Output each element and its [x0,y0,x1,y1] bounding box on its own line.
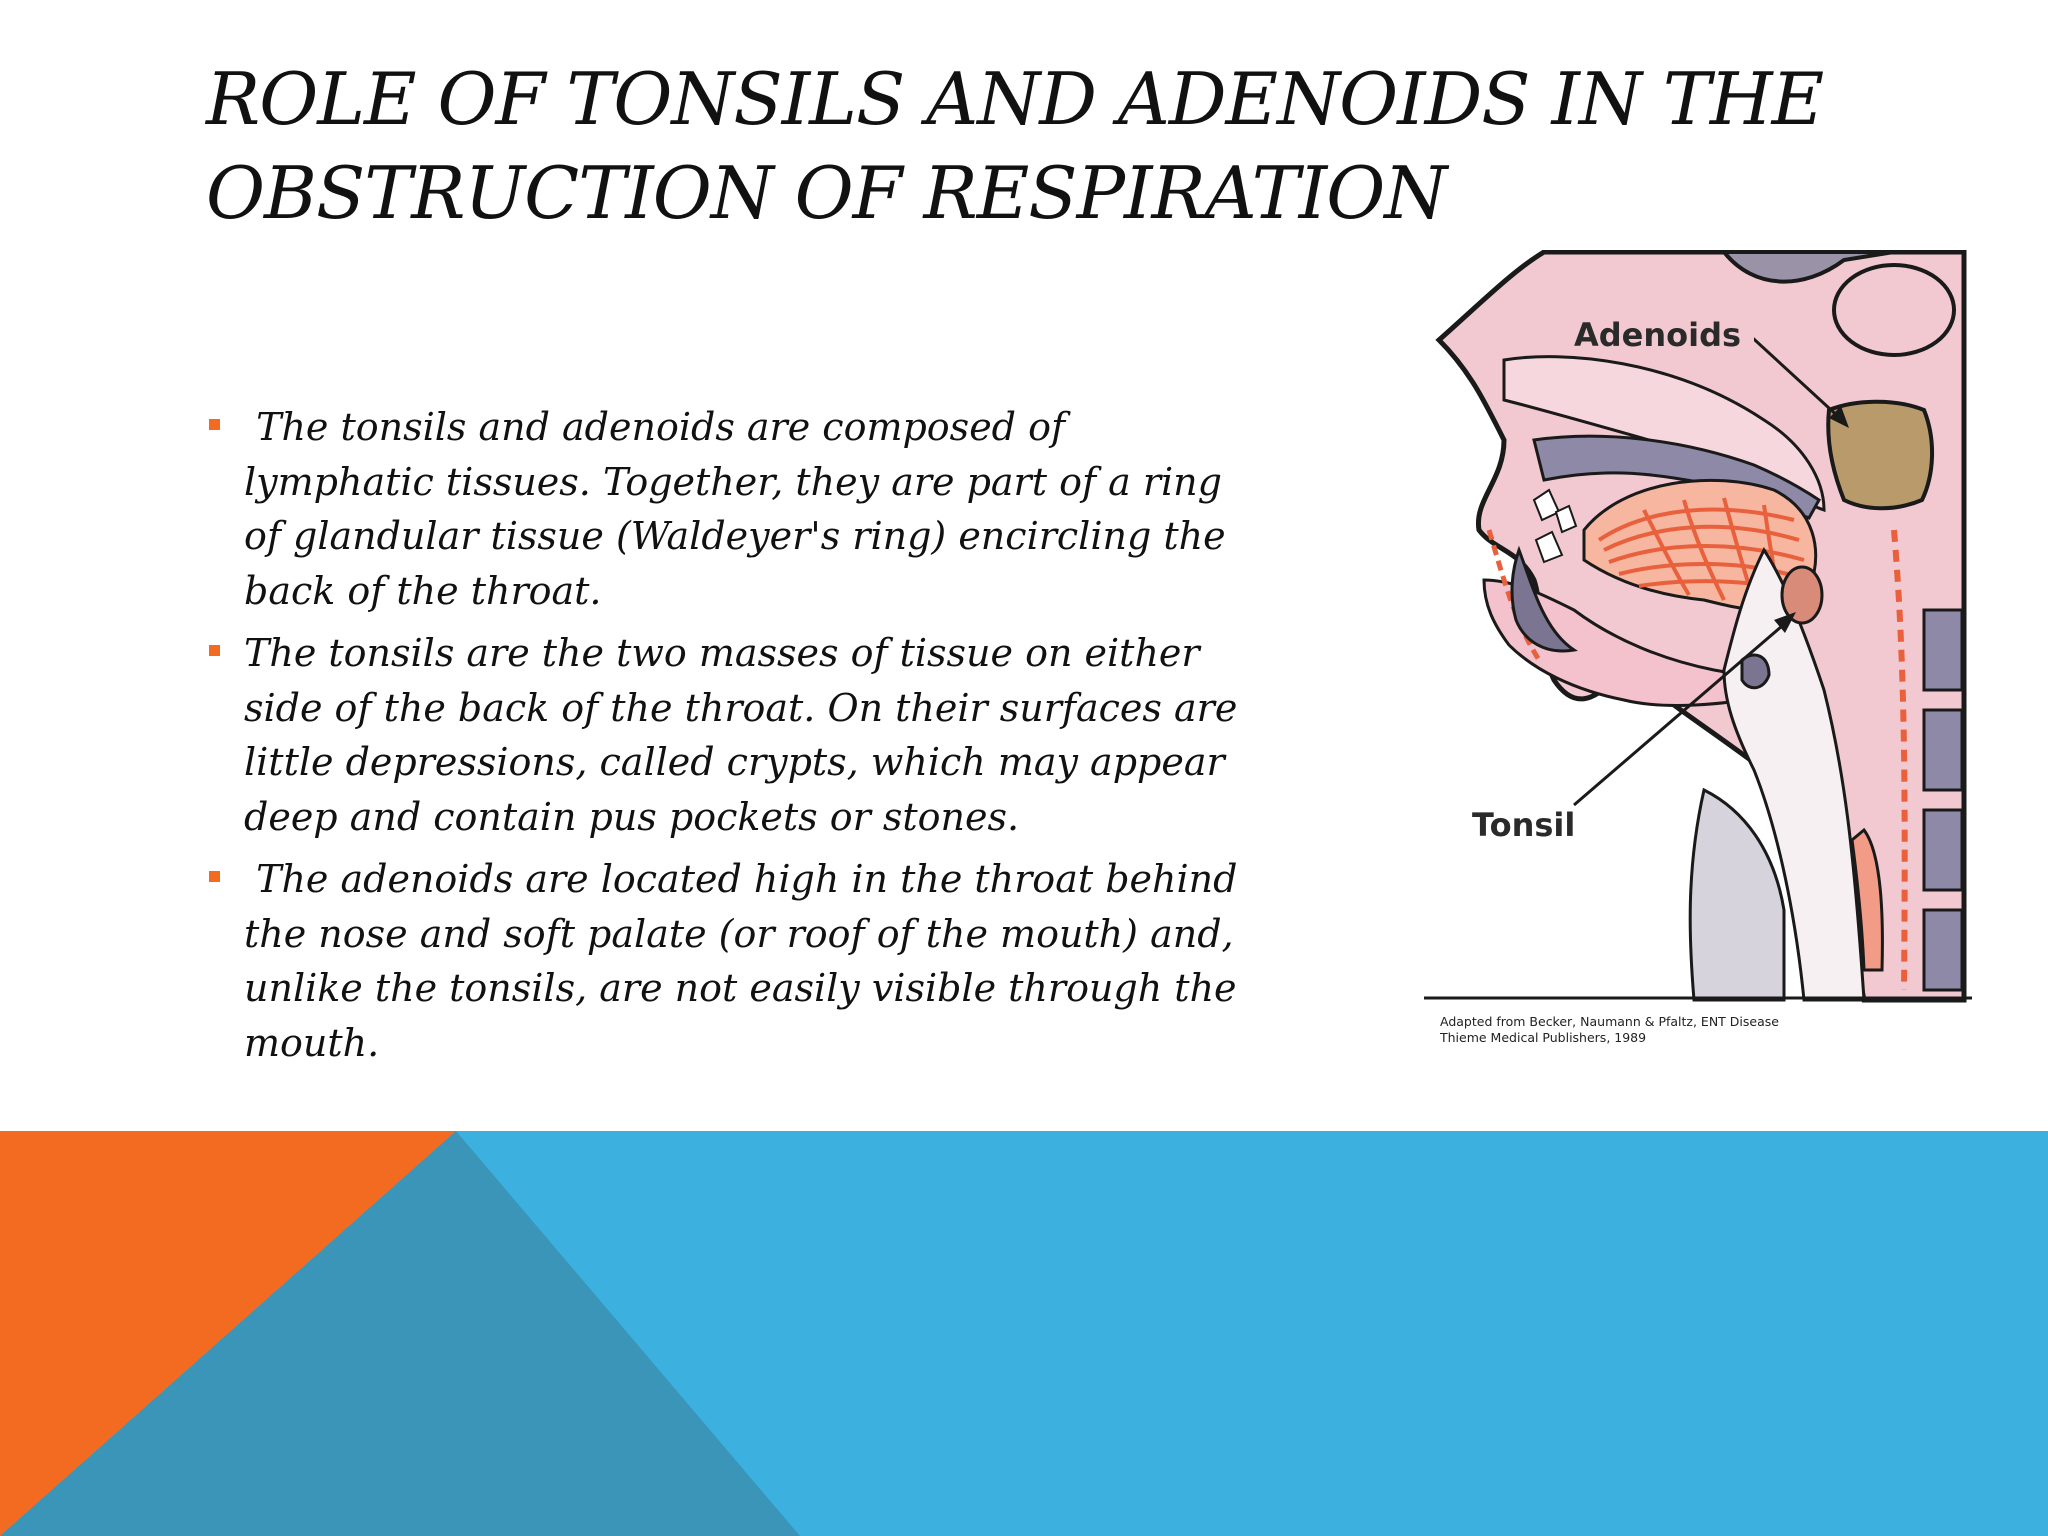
throat-anatomy-illustration [1424,250,1972,1060]
bullet-text: The tonsils are the two masses of tissue on either side of the back of the throat. On their surfaces are little depressions, called crypts, which may appear deep and contain pus pockets or stones. [244,631,1250,839]
bullet-item-tonsils [206,626,1250,844]
bullet-item-lymphatic-tissue [206,400,1246,618]
bullet-text: The tonsils and adenoids are composed of lymphatic tissues. Together, they are part of a ring of glandular tissue (Waldeyer's ring) encircling the back of the throat. [244,405,1238,613]
bullet-list [206,400,1250,1078]
square-bullet-icon [209,871,220,882]
tonsil-label: Tonsil [1472,806,1576,844]
figure-credit-line-1: Adapted from Becker, Naumann & Pfaltz, ENT Disease [1440,1014,1779,1029]
slide-title [206,52,1824,240]
slide-title-line-1: ROLE OF TONSILS AND ADENOIDS IN THE [206,57,1824,141]
bullet-text: The adenoids are located high in the throat behind the nose and soft palate (or roof of the mouth) and, unlike the tonsils, are not easily visible through the mouth. [244,857,1250,1065]
adenoids-label: Adenoids [1574,316,1742,354]
bullet-item-adenoids [206,852,1250,1070]
slide-title-line-2: OBSTRUCTION OF RESPIRATION [206,151,1447,235]
throat-anatomy-figure [1424,250,1972,1060]
decorative-footer-band [0,1131,2048,1536]
square-bullet-icon [209,419,220,430]
figure-credit-line-2: Thieme Medical Publishers, 1989 [1440,1030,1647,1045]
square-bullet-icon [209,645,220,656]
